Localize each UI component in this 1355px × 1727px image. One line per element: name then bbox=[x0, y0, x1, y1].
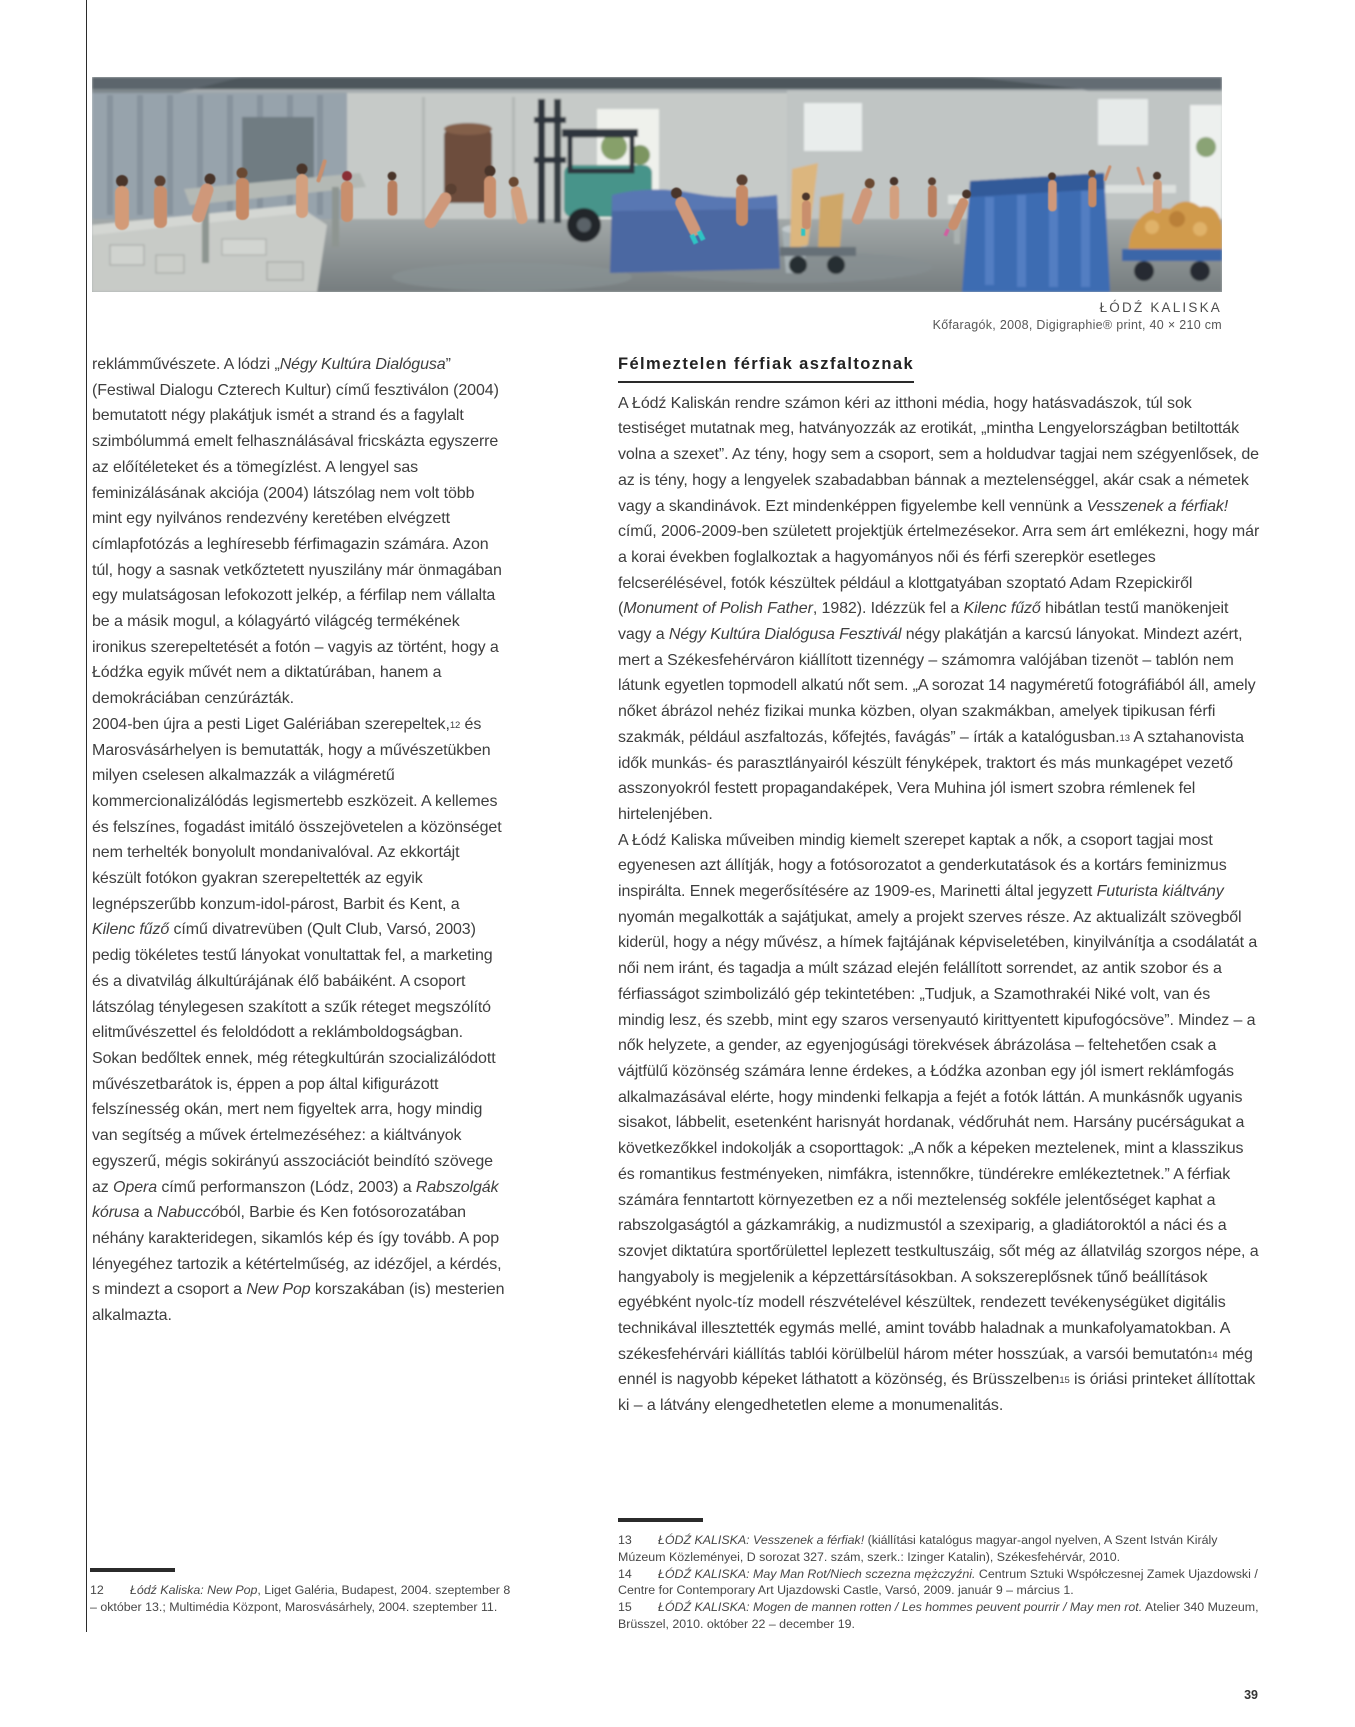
right-column bbox=[618, 352, 1260, 1419]
section-heading: Félmeztelen férfiak aszfaltoznak bbox=[618, 352, 914, 383]
footnote-rule-right bbox=[618, 1518, 703, 1522]
body-paragraph: 2004-ben újra a pesti Liget Galériában szerepeltek,$^{12}$ és Marosvásárhelyen is bemutatták, hogy a művészetükben milyen cselesen alkalmazzák a világméretű kommercionalizálódás legismertebb eszközeit. A kellemes és felszínes, fogadást imitáló összejövetelen a közönséget nem terhelték bonyolult mondanivalóval. Az ekkortájt készült fotókon gyakran szerepeltették az egyik legnépszerűbb konzum-idol-párost, Barbit és Kent, a Kilenc fűző című divatrevüben (Qult Club, Varsó, 2003) pedig tökéletes testű lányokat vonultattak fel, a marketing és a divatvilág álkultúrájának élő babáiként. A csoport látszólag ténylegesen szakított a szűk réteget megszólító elitművészettel és feloldódott a reklámboldogságban. Sokan bedőltek ennek, még rétegkultúrán szocializálódott művészetbarátok is, éppen a pop által kifigurázott felszínesség okán, mert nem figyeltek arra, hogy mindig van segítség a művek értelmezéséhez: a kiáltványok egyszerű, mégis sokirányú asszociációt beindító szövege az Opera című performanszon (Lódz, 2003) a Rabszolgák kórusa a Nabuccóból, Barbie és Ken fotósorozatában néhány karakteridegen, sikamlós kép és így tovább. A pop lényegéhez tartozik a kétértelműség, az idézőjel, a kérdés, s mindezt a csoport a New Pop korszakában (is) mesterien alkalmazta. bbox=[92, 715, 505, 1325]
artist-name: ŁÓDŹ KALISKA bbox=[1099, 300, 1222, 315]
footnote-14: 14 ŁÓDŹ KALISKA: May Man Rot/Niech sczezna mężczyźni. Centrum Sztuki Współczesnej Zamek Ujazdowski / Centre for Contemporary Art Ujazdowski Castle, Varsó, 2009. január 9 – március 1. bbox=[618, 1566, 1258, 1598]
body-paragraph: reklámművészete. A lódzi „Négy Kultúra Dialógusa” (Festiwal Dialogu Czterech Kultur) című fesztiválon (2004) bemutatott négy plakátjuk ismét a strand és a fagylalt szimbólummá emelt felhasználásával fricskázta egyszerre az előítéleteket és a tömegízlést. A lengyel sas feminizálásának akciója (2004) látszólag nem volt több mint egy nyilvános rendezvény keretében elvégzett címlapfotózás a leghíresebb férfimagazin számára. Azon túl, hogy a sasnak vetkőztetett nyuszilány már önmagában egy mulatságosan lefokozott jelkép, a férfilap nem vállalta be a másik mogul, a kólagyártó világcég termékének ironikus szerepeltetését a fotón – vagyis az történt, hogy a Łódźka egyik művét nem a diktatúrában, hanem a demokráciában cenzúrázták. bbox=[92, 356, 502, 708]
photo-caption bbox=[92, 300, 1222, 332]
left-column bbox=[92, 352, 506, 1329]
footnote-15: 15 ŁÓDŹ KALISKA: Mogen de mannen rotten / Les hommes peuvent pourrir / May men rot. Atelier 340 Muzeum, Brüsszel, 2010. október 22 – december 19. bbox=[618, 1600, 1259, 1631]
left-margin-rule bbox=[86, 0, 87, 1632]
footnote-rule-left bbox=[90, 1568, 175, 1572]
footnote-13: 13 ŁÓDŹ KALISKA: Vesszenek a férfiak! (kiállítási katalógus magyar-angol nyelven, A Szent István Király Múzeum Közleményei, D sorozat 327. szám, szerk.: Izinger Katalin), Székesfehérvár, 2010. bbox=[618, 1533, 1218, 1564]
artwork-photo bbox=[92, 77, 1222, 292]
right-footnotes bbox=[618, 1532, 1268, 1633]
footnote-12: 12 Łódź Kaliska: New Pop, Liget Galéria, Budapest, 2004. szeptember 8 – október 13.; Multimédia Központ, Marosvásárhely, 2004. szeptember 11. bbox=[90, 1583, 511, 1614]
left-footnotes bbox=[90, 1582, 514, 1616]
page-number: 39 bbox=[1244, 1688, 1258, 1702]
artwork-details: Kőfaragók, 2008, Digigraphie® print, 40 × 210 cm bbox=[932, 318, 1222, 332]
body-paragraph: A Łódź Kaliska műveiben mindig kiemelt szerepet kaptak a nők, a csoport tagjai most egyenesen azt állítják, hogy a fotósorozatot a genderkutatások és a kortárs feminizmus inspirálta. Ennek megerősítésére az 1909-es, Marinetti által jegyzett Futurista kiáltvány nyomán megalkották a sajátjukat, amely a projekt szerves része. Az aktualizált szövegből kiderül, hogy a négy művész, a hímek fajtájának képviseletében, kinyilvánítja a csodálatát a női nem iránt, és tagadja a múlt század elején felállított sorrendet, az antik szobor és a férfiasságot szimbolizáló gép tekintetében: „Tudjuk, a Szamothrakéi Niké volt, van és mindig lesz, és szebb, mint egy szaros versenyautó kirittyentett kipufogócsöve”. Mindez – a nők helyzete, a gender, az egyenjogúsági törekvések ábrázolása – feltehetően csak a vájtfülű közönség számára lenne érdekes, a Łódźka azonban egy jól ismert reklámfogás alkalmazásával elérte, hogy mindenki felkapja a fejét a fotók láttán. A munkásnők ugyanis sisakot, lábbelit, esetenként harisnyát hordanak, védőruhát nem. Harsány pucérságukat a következőkkel indokolják a csoporttagok: „A nők a képeken meztelenek, mint a klasszikus és romantikus festményeken, nimfákra, istennőkre, tündérekre emlékeztetnek.” A férfiak számára fenntartott környezetben ez a női meztelenség sokféle jelentőséget kaphat a rabszolgaságtól a gázkamrákig, a nudizmustól a szexiparig, a gladiátoroktól a náci és a szovjet diktatúra sportőrülettel leplezett testkultuszáig, sőt még az állatvilág szorgos népe, a hangyaboly is megjelenik a képzettársításokban. A sokszereplősnek tűnő beállítások egyébként nyolc-tíz modell részvételével készültek, rendezett tevékenységüket digitális technikával illesztették egymás mellé, amint tovább haladnak a munkafolyamatokban. A székesfehérvári kiállítás tablói körülbelül három méter hosszúak, a varsói bemutatón$^{14}$ még ennél is nagyobb képeket láthatott a közönség, és Brüsszelben$^{15}$ is óriási printeket állítottak ki – a látvány elengedhetetlen eleme a monumenalitás. bbox=[618, 831, 1259, 1415]
body-paragraph: A Łódź Kaliskán rendre számon kéri az itthoni média, hogy hatásvadászok, túl sok testiséget mutatnak meg, hatványozzák az erotikát, „mintha Lengyelországban betiltották volna a szexet”. Az tény, hogy sem a csoport, sem a holdudvar tagjai nem szégyenlősek, de az is tény, hogy a lengyelek szabadabban bánnak a meztelenséggel, akár csak a németek vagy a skandinávok. Ezt mindenképpen figyelembe kell vennünk a Vesszenek a férfiak! című, 2006-2009-ben született projektjük értelmezésekor. Arra sem árt emlékezni, hogy már a korai években foglalkoztak a hagyományos női és férfi szerepkör esetleges felcserélésével, fotók készültek például a klottgatyában szoptató Adam Rzepickiről (Monument of Polish Father, 1982). Idézzük fel a Kilenc fűző hibátlan testű manökenjeit vagy a Négy Kultúra Dialógusa Fesztivál négy plakátján a karcsú lányokat. Mindezt azért, mert a Székesfehérváron kiállított tizennégy – számomra valójában tizenöt – tablón nem látunk egyetlen topmodell alkatú nőt sem. „A sorozat 14 nagyméretű fotográfiából áll, amely nőket ábrázol nehéz fizikai munka közben, olyan szakmákban, amelyek tipikusan férfi szakmák, például aszfaltozás, kőfejtés, favágás” – írták a katalógusban.$^{13}$ A sztahanovista idők munkás- és parasztlányairól készült fényképek, traktort és más munkagépet vezető asszonyokról festett propagandaképek, Vera Muhina jól ismert szobra rémlenek fel hirtelenjében. bbox=[618, 394, 1260, 823]
